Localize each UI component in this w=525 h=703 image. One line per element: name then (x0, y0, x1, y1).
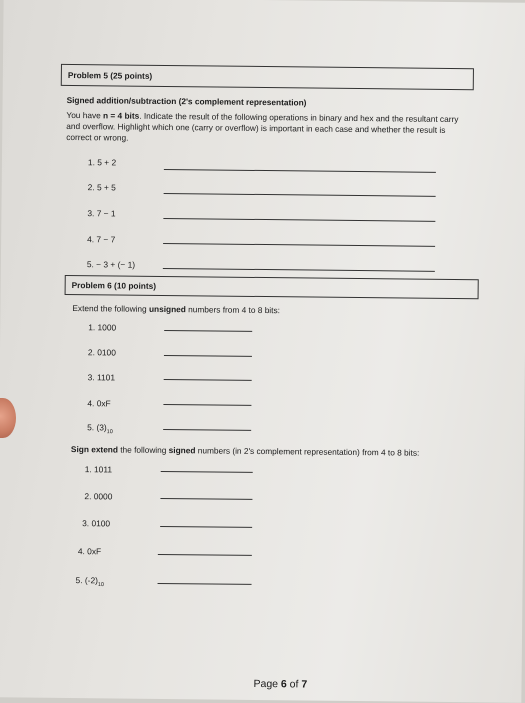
base-subscript: 10 (106, 429, 113, 436)
p5-answer-line-1[interactable] (164, 169, 436, 173)
signed-answer-line-2[interactable] (160, 498, 252, 500)
p5-item-4: 4. 7 − 7 (87, 234, 116, 245)
page-number: Page 6 of 7 (253, 677, 308, 691)
p5-answer-line-3[interactable] (163, 218, 435, 222)
signed-answer-line-4[interactable] (158, 554, 252, 556)
problem5-title-box (61, 64, 474, 90)
problem6-title-box (65, 275, 479, 299)
signed-item-4: 4. 0xF (77, 546, 102, 557)
p5-item-5: 5. − 3 + (− 1) (86, 259, 136, 270)
p5-item-2: 2. 5 + 5 (87, 182, 116, 193)
p5-item-3: 3. 7 − 1 (87, 208, 116, 219)
unsigned-item-5: 5. $(3)_{10}$ (87, 422, 113, 436)
signed-item-5: 5. $(-2)_{10}$ (75, 575, 105, 589)
unsigned-item-1: 1. 1000 (88, 322, 117, 333)
signed-item-3: 3. 0100 (82, 518, 111, 529)
problem5-subtitle: Signed addition/subtraction (2's complement representation) (66, 94, 307, 108)
unsigned-answer-line-5[interactable] (163, 429, 251, 431)
base-subscript: 10 (97, 581, 105, 589)
p5-answer-line-2[interactable] (164, 193, 436, 197)
signed-answer-line-5[interactable] (158, 583, 252, 585)
signed-answer-line-3[interactable] (160, 526, 252, 528)
unsigned-item-3: 3. 1101 (87, 372, 116, 383)
signed-intro: Sign extend the following signed numbers (in 2's complement representation) from 4 to 8 bits: (70, 444, 420, 458)
unsigned-intro: Extend the following unsigned numbers from 4 to 8 bits: (72, 303, 281, 316)
unsigned-answer-line-4[interactable] (163, 404, 251, 406)
bits-emphasis: n = 4 bits (103, 110, 140, 121)
signed-item-1: 1. 1011 (84, 464, 113, 475)
problem5-title: Problem 5 (25 points) (67, 69, 153, 81)
unsigned-item-4: 4. 0xF (87, 398, 111, 409)
p5-item-1: 1. 5 + 2 (87, 157, 117, 168)
problem5-instructions: You have n = 4 bits. Indicate the result of the following operations in binary and hex and the resultant carry and overflow. Highlight which one (carry or overflow) is important in each case and whether the result is correct or wrong. (66, 109, 459, 143)
unsigned-item-2: 2. 0100 (87, 347, 116, 358)
unsigned-answer-line-1[interactable] (164, 330, 252, 332)
signed-item-2: 2. 0000 (84, 491, 113, 502)
signed-answer-line-1[interactable] (161, 471, 253, 473)
problem6-title: Problem 6 (10 points) (71, 280, 157, 291)
p5-answer-line-4[interactable] (163, 243, 435, 247)
p5-answer-line-5[interactable] (163, 268, 435, 272)
unsigned-answer-line-3[interactable] (164, 379, 252, 381)
unsigned-answer-line-2[interactable] (164, 355, 252, 357)
